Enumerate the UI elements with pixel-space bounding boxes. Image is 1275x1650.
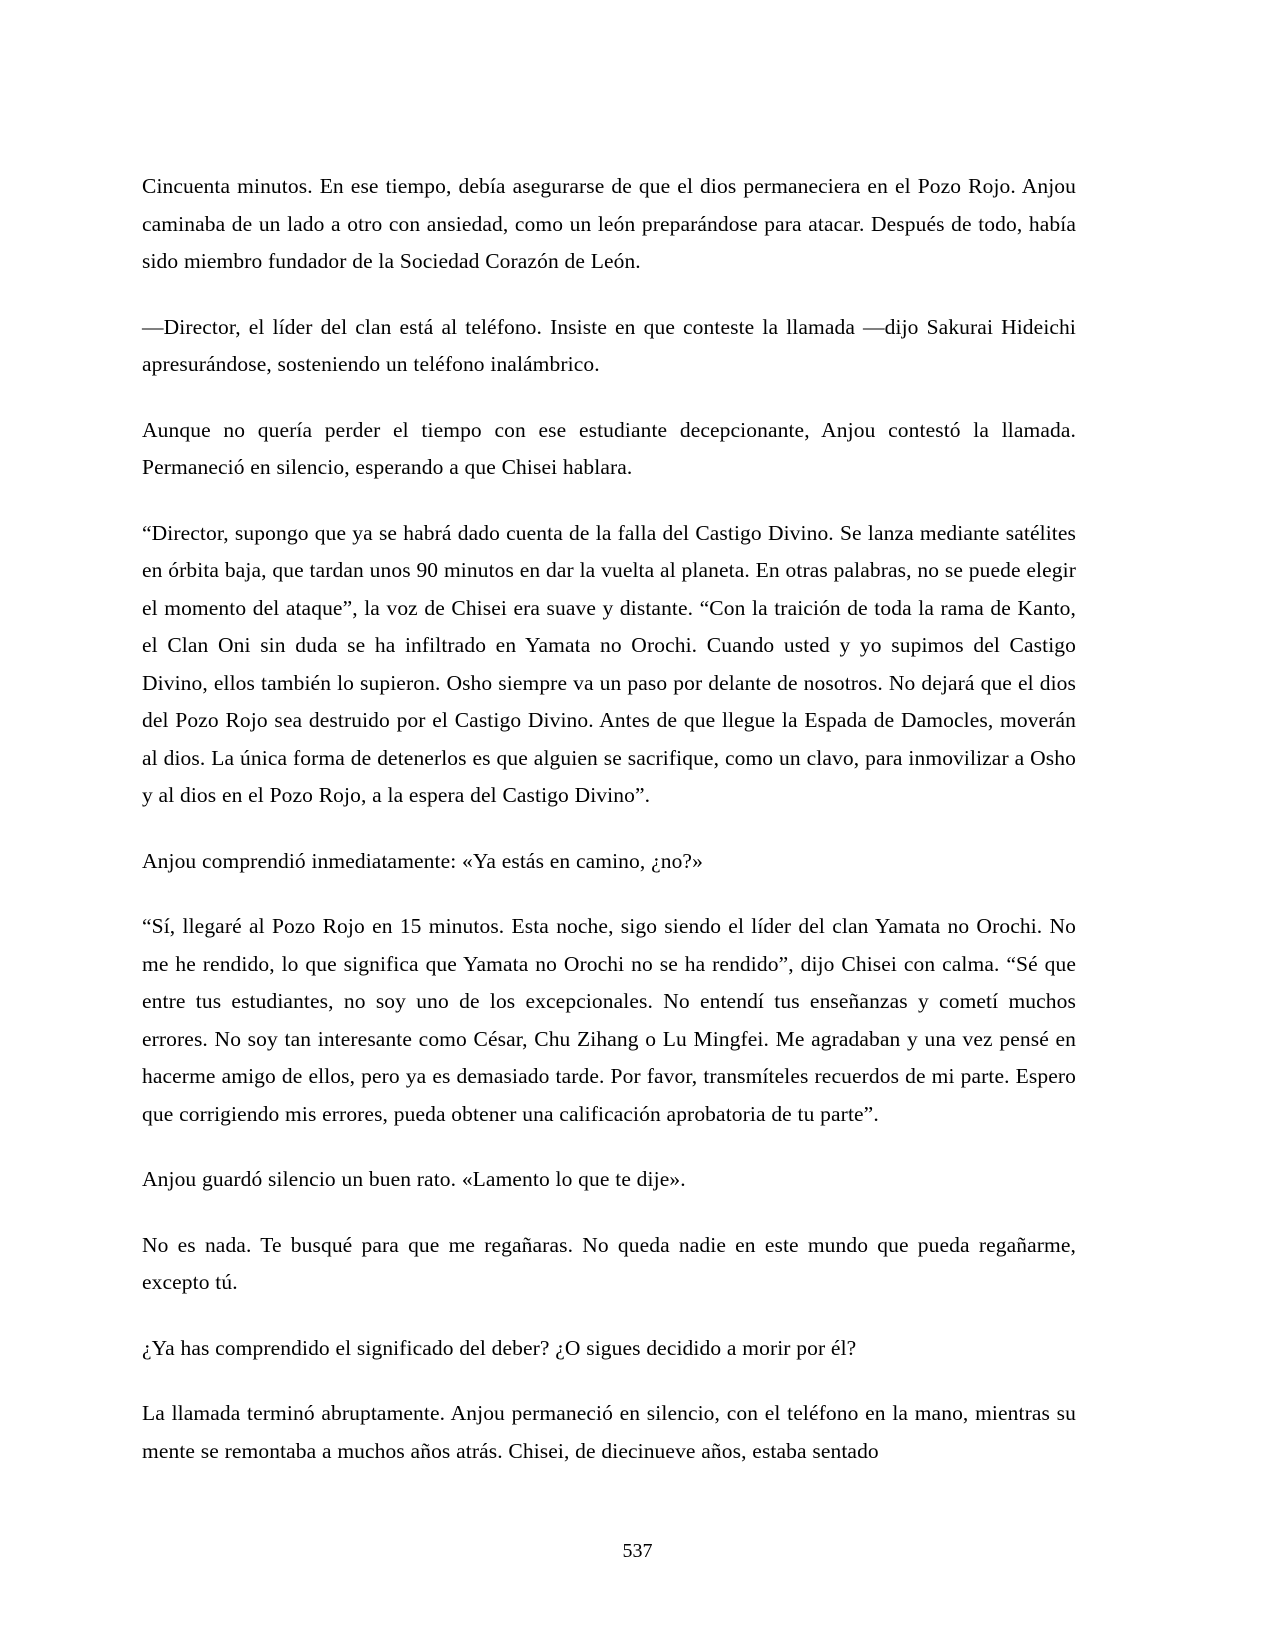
paragraph-5: Anjou comprendió inmediatamente: «Ya estás en camino, ¿no?» [142,848,703,873]
body-text-column [142,168,1076,1470]
paragraph-9: ¿Ya has comprendido el significado del deber? ¿O sigues decidido a morir por él? [142,1335,857,1360]
paragraph-8: No es nada. Te busqué para que me regañaras. No queda nadie en este mundo que pueda regañarme, excepto tú. [142,1232,1076,1294]
page-number: 537 [622,1540,653,1562]
paragraph-2: —Director, el líder del clan está al teléfono. Insiste en que conteste la llamada —dijo Sakurai Hideichi apresurándose, sosteniendo un teléfono inalámbrico. [142,314,1076,376]
paragraph-10: La llamada terminó abruptamente. Anjou permaneció en silencio, con el teléfono en la mano, mientras su mente se remontaba a muchos años atrás. Chisei, de diecinueve años, estaba sentado [142,1401,1076,1463]
paragraph-4: “Director, supongo que ya se habrá dado cuenta de la falla del Castigo Divino. Se lanza mediante satélites en órbita baja, que tardan unos 90 minutos en dar la vuelta al planeta. En otras palabras, no se puede elegir el momento del ataque”, la voz de Chisei era suave y distante. “Con la traición de toda la rama de Kanto, el Clan Oni sin duda se ha infiltrado en Yamata no Orochi. Cuando usted y yo supimos del Castigo Divino, ellos también lo supieron. Osho siempre va un paso por delante de nosotros. No dejará que el dios del Pozo Rojo sea destruido por el Castigo Divino. Antes de que llegue la Espada de Damocles, moverán al dios. La única forma de detenerlos es que alguien se sacrifique, como un clavo, para inmovilizar a Osho y al dios en el Pozo Rojo, a la espera del Castigo Divino”. [142,520,1076,807]
paragraph-3: Aunque no quería perder el tiempo con ese estudiante decepcionante, Anjou contestó la llamada. Permaneció en silencio, esperando a que Chisei hablara. [142,417,1076,479]
paragraph-7: Anjou guardó silencio un buen rato. «Lamento lo que te dije». [142,1167,686,1191]
paragraph-6: “Sí, llegaré al Pozo Rojo en 15 minutos. Esta noche, sigo siendo el líder del clan Yamata no Orochi. No me he rendido, lo que significa que Yamata no Orochi no se ha rendido”, dijo Chisei con calma. “Sé que entre tus estudiantes, no soy uno de los excepcionales. No entendí tus enseñanzas y cometí muchos errores. No soy tan interesante como César, Chu Zihang o Lu Mingfei. Me agradaban y una vez pensé en hacerme amigo de ellos, pero ya es demasiado tarde. Por favor, transmíteles recuerdos de mi parte. Espero que corrigiendo mis errores, pueda obtener una calificación aprobatoria de tu parte”. [142,914,1076,1126]
paragraph-1: Cincuenta minutos. En ese tiempo, debía asegurarse de que el dios permaneciera en el Pozo Rojo. Anjou caminaba de un lado a otro con ansiedad, como un león preparándose para atacar. Después de todo, había sido miembro fundador de la Sociedad Corazón de León. [142,174,1076,273]
